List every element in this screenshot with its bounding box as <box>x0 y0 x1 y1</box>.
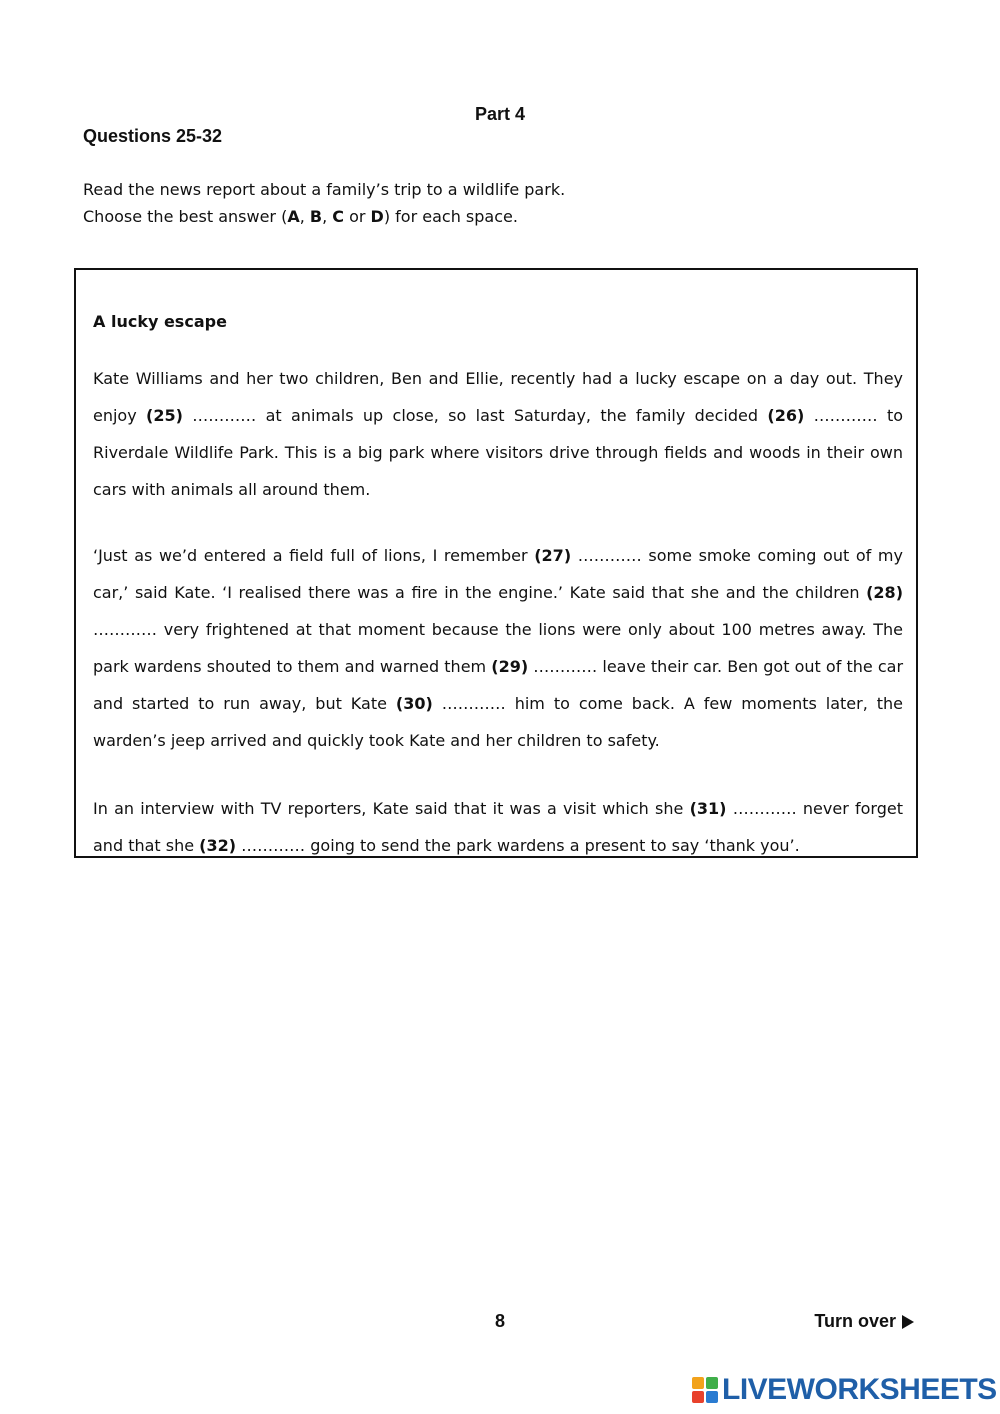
gap-28[interactable]: ………… <box>93 620 157 639</box>
story-text: Kate Williams and her two children, Ben and Ellie, recently had a lucky escape on a day out. They enjoy <box>93 369 903 425</box>
instructions-sep: , <box>322 207 333 226</box>
story-text: never forget and that she <box>93 799 903 855</box>
logo-square-green <box>706 1377 718 1389</box>
liveworksheets-logo-icon <box>692 1377 718 1403</box>
instructions-text: Read the news report about a family’s trip to a wildlife park. Choose the best answer ( <box>83 180 566 226</box>
question-number-30: (30) <box>395 694 433 713</box>
option-a: A <box>287 207 300 226</box>
question-number-26: (26) <box>767 406 805 425</box>
option-b: B <box>309 207 323 226</box>
part-title: Part 4 <box>474 104 526 124</box>
logo-square-red <box>692 1391 704 1403</box>
option-d: D <box>370 207 384 226</box>
instructions-sep: , <box>299 207 310 226</box>
story-title: A lucky escape <box>93 312 227 331</box>
gap-27[interactable]: ………… <box>577 546 642 565</box>
question-number-32: (32) <box>199 836 237 855</box>
liveworksheets-logo[interactable] <box>692 1375 997 1405</box>
logo-text: LIVEWORKSHEETS <box>722 1373 997 1406</box>
story-text: at animals up close, so last Saturday, the family decided <box>256 406 768 425</box>
gap-30[interactable]: ………… <box>441 694 506 713</box>
logo-square-blue <box>706 1391 718 1403</box>
gap-31[interactable]: ………… <box>732 799 797 818</box>
story-text: him to come back. A few moments later, the warden’s jeep arrived and quickly took Kate and her children to safety. <box>93 694 904 750</box>
story-paragraph-1 <box>93 360 903 508</box>
story-text: to Riverdale Wildlife Park. This is a big park where visitors drive through fields and woods in their own cars with animals all around them. <box>93 406 904 499</box>
page-number: 8 <box>494 1311 505 1331</box>
question-number-29: (29) <box>491 657 529 676</box>
gap-29[interactable]: ………… <box>533 657 598 676</box>
story-text: ‘Just as we’d entered a field full of lions, I remember <box>93 546 535 565</box>
question-number-25: (25) <box>146 406 183 425</box>
story-text: going to send the park wardens a present to say ‘thank you’. <box>305 836 800 855</box>
option-c: C <box>332 207 344 226</box>
instructions-text: ) for each space. <box>383 207 518 226</box>
gap-26[interactable]: ………… <box>813 406 878 425</box>
story-text: In an interview with TV reporters, Kate said that it was a visit which she <box>93 799 690 818</box>
story-text: very frightened at that moment because the lions were only about 100 metres away. The park wardens shouted to them and warned them <box>93 620 903 676</box>
story-text: leave their car. Ben got out of the car and started to run away, but Kate <box>93 657 904 713</box>
question-number-27: (27) <box>534 546 572 565</box>
turn-over-label <box>814 1311 914 1332</box>
story-paragraph-2 <box>93 537 903 759</box>
questions-title: Questions 25-32 <box>83 126 223 146</box>
instructions <box>83 176 583 230</box>
logo-square-orange <box>692 1377 704 1389</box>
question-number-31: (31) <box>689 799 727 818</box>
instructions-sep: or <box>344 207 371 226</box>
right-triangle-icon <box>902 1315 914 1329</box>
story-box <box>74 268 918 858</box>
gap-25[interactable]: ………… <box>192 406 257 425</box>
turn-over-text: Turn over <box>814 1311 896 1331</box>
story-text: some smoke coming out of my car,’ said Kate. ‘I realised there was a fire in the engine.’ Kate said that she and the children <box>93 546 903 602</box>
gap-32[interactable]: ………… <box>241 836 306 855</box>
question-number-28: (28) <box>866 583 903 602</box>
story-paragraph-3 <box>93 790 903 864</box>
